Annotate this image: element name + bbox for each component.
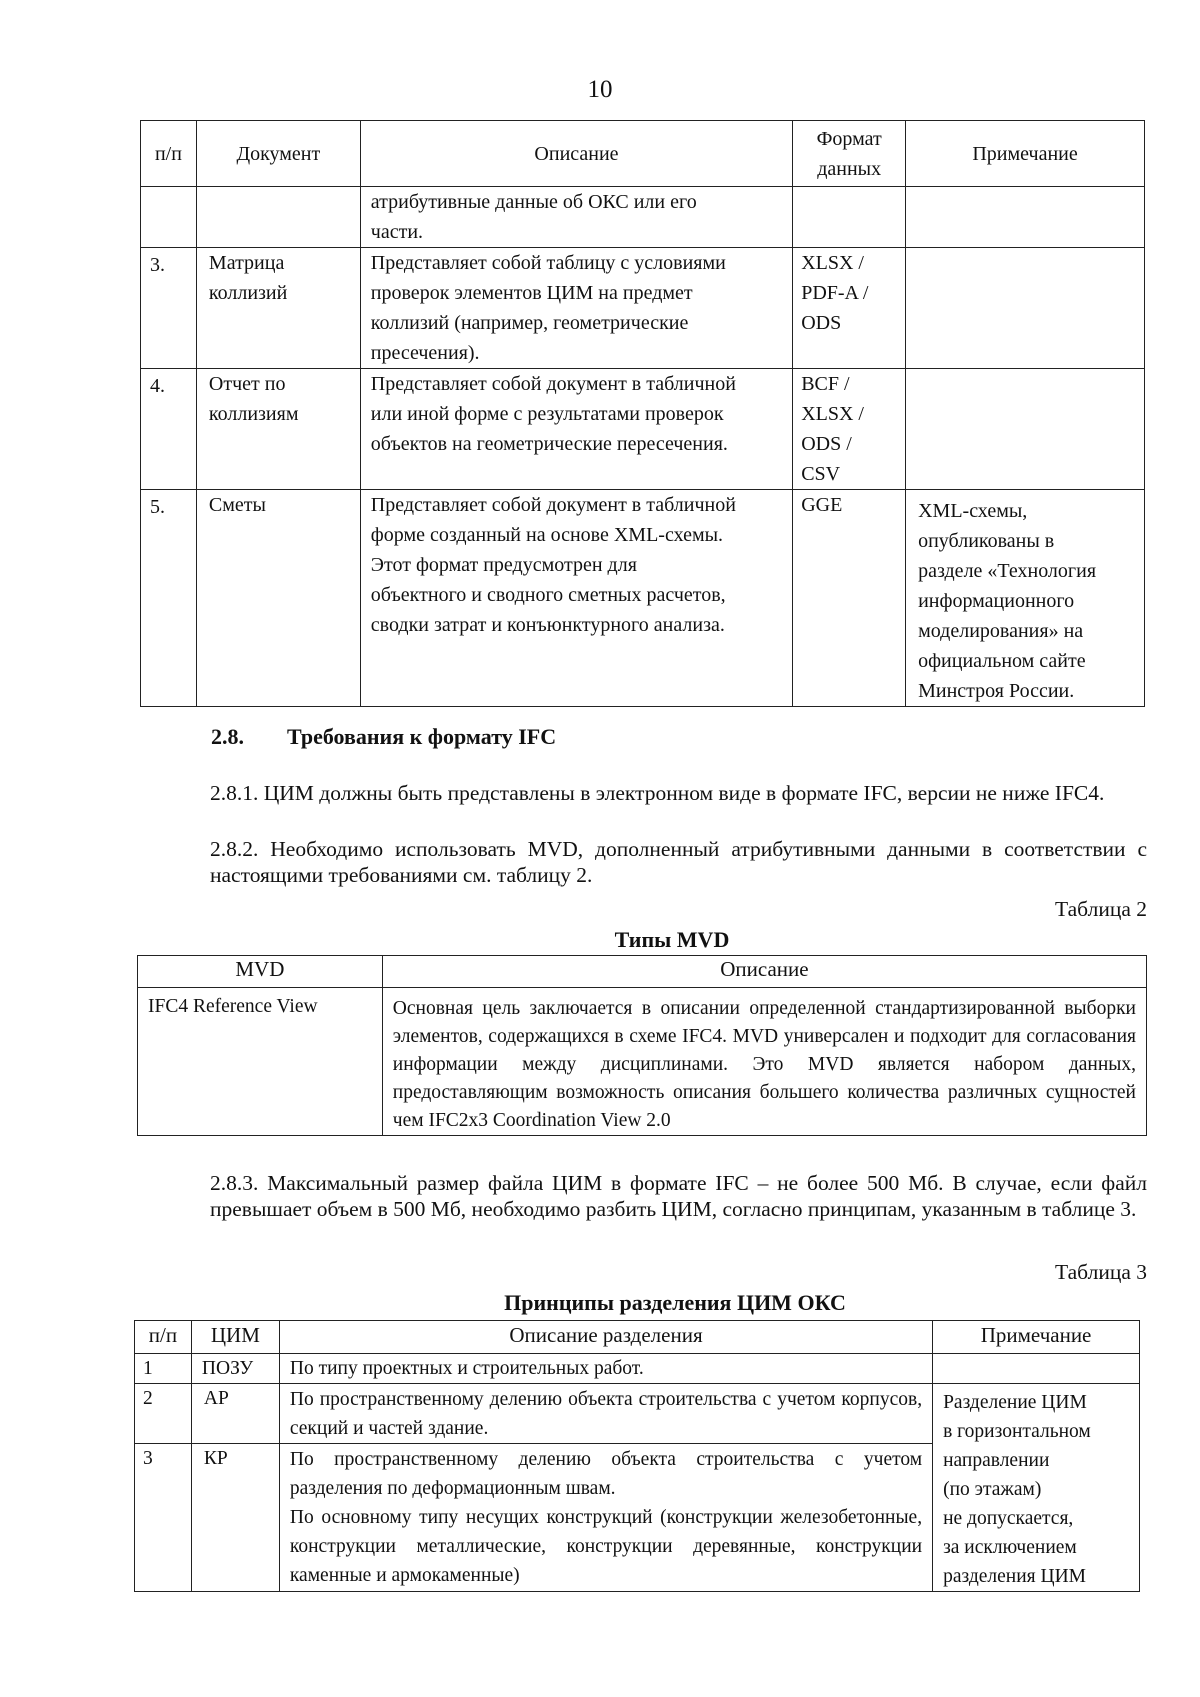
desc-cell: Основная цель заключается в описании определенной стандартизированной выборки элементов, содержащихся в схеме IFC4. MVD универсален и подходит для согласования информации между дисциплинами. Это MVD является набором данных, предоставляющим возможность описания большего количества различных сущностей чем IFC2x3 Coordination View 2.0 <box>382 988 1146 1136</box>
table3-title: Принципы разделения ЦИМ ОКС <box>504 1290 846 1315</box>
section-title: Требования к формату IFC <box>287 724 557 749</box>
table3-label: Таблица 3 <box>1055 1260 1147 1284</box>
note-cell <box>906 248 1145 369</box>
col-header: Примечание <box>906 121 1145 187</box>
table-row <box>135 1384 1140 1444</box>
note-cell <box>906 369 1145 490</box>
doc-cell: Сметы <box>196 490 360 707</box>
col-header: Описание <box>360 121 792 187</box>
num-cell: 3. <box>141 248 197 369</box>
format-cell: XLSX / PDF-A / ODS <box>793 248 906 369</box>
col-header: ЦИМ <box>191 1321 279 1354</box>
section-heading <box>211 724 557 750</box>
desc-cell: Представляет собой документ в табличной форме созданный на основе XML-схемы. Этот формат предусмотрен для объектного и сводного сметных расчетов, сводки затрат и конъюнктурного анализа. <box>360 490 792 707</box>
table2-label: Таблица 2 <box>1055 897 1147 921</box>
split-principles-table <box>134 1320 1140 1592</box>
table-row <box>135 1354 1140 1384</box>
note-cell: XML-схемы, опубликованы в разделе «Технология информационного моделирования» на официальном сайте Минстроя России. <box>906 490 1145 707</box>
table-row <box>138 988 1147 1136</box>
mvd-table <box>137 955 1147 1136</box>
num-cell: 4. <box>141 369 197 490</box>
desc-cell: По пространственному делению объекта строительства с учетом разделения по деформационным швам. По основному типу несущих конструкций (конструкции железобетонные, конструкции металлические, конструкции деревянные, конструкции каменные и армокаменные) <box>279 1444 932 1592</box>
col-header: п/п <box>135 1321 192 1354</box>
num-cell: 5. <box>141 490 197 707</box>
note-cell: Разделение ЦИМ в горизонтальном направлении (по этажам) не допускается, за исключением разделения ЦИМ <box>933 1384 1140 1592</box>
desc-cell: атрибутивные данные об ОКС или его части. <box>360 187 792 248</box>
col-header: Описание <box>382 956 1146 988</box>
table2-title: Типы MVD <box>614 927 730 952</box>
table-row <box>141 187 1145 248</box>
paragraph-2-8-2: 2.8.2. Необходимо использовать MVD, дополненный атрибутивными данными в соответствии с настоящими требованиями см. таблицу 2. <box>210 837 1147 887</box>
table-header-row <box>141 121 1145 187</box>
num-cell: 2 <box>135 1384 192 1444</box>
col-header: Формат данных <box>793 121 906 187</box>
table-row <box>141 369 1145 490</box>
col-header: Документ <box>196 121 360 187</box>
col-header: п/п <box>141 121 197 187</box>
table-row <box>141 248 1145 369</box>
doc-cell: Матрица коллизий <box>196 248 360 369</box>
col-header: Примечание <box>933 1321 1140 1354</box>
desc-cell: По пространственному делению объекта строительства с учетом корпусов, секций и частей здание. <box>279 1384 932 1444</box>
col-header: Описание разделения <box>279 1321 932 1354</box>
format-cell: GGE <box>793 490 906 707</box>
mvd-cell: IFC4 Reference View <box>138 988 383 1136</box>
documents-table <box>140 120 1145 707</box>
cim-cell: КР <box>191 1444 279 1592</box>
num-cell: 1 <box>135 1354 192 1384</box>
desc-cell: Представляет собой документ в табличной или иной форме с результатами проверок объектов на геометрические пересечения. <box>360 369 792 490</box>
format-cell: BCF / XLSX / ODS / CSV <box>793 369 906 490</box>
cim-cell: АР <box>191 1384 279 1444</box>
desc-cell: Представляет собой таблицу с условиями проверок элементов ЦИМ на предмет коллизий (например, геометрические пресечения). <box>360 248 792 369</box>
paragraph-2-8-1: 2.8.1. ЦИМ должны быть представлены в электронном виде в формате IFC, версии не ниже IFC4. <box>210 781 1105 805</box>
page-number: 10 <box>587 76 613 103</box>
desc-cell: По типу проектных и строительных работ. <box>279 1354 932 1384</box>
paragraph-2-8-3: 2.8.3. Максимальный размер файла ЦИМ в формате IFC – не более 500 Мб. В случае, если файл превышает объем в 500 Мб, необходимо разбить ЦИМ, согласно принципам, указанным в таблице 3. <box>210 1171 1147 1221</box>
col-header: MVD <box>138 956 383 988</box>
cim-cell: ПОЗУ <box>191 1354 279 1384</box>
table-row <box>141 490 1145 707</box>
num-cell: 3 <box>135 1444 192 1592</box>
section-number: 2.8. <box>211 724 244 749</box>
doc-cell: Отчет по коллизиям <box>196 369 360 490</box>
